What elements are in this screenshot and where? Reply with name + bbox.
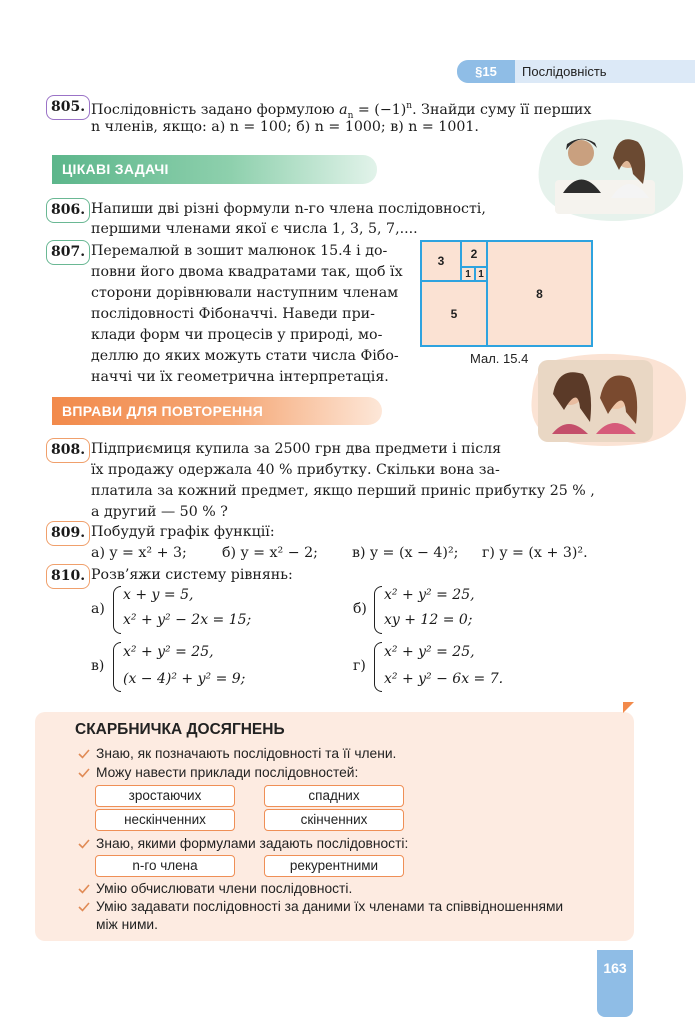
- page-number: 163: [597, 950, 633, 1017]
- problem-number-805: 805.: [46, 95, 90, 120]
- system-v-brace: [113, 642, 121, 692]
- problem-807-line: повни його двома квадратами так, щоб їх: [91, 264, 403, 280]
- banner-review-exercises: ВПРАВИ ДЛЯ ПОВТОРЕННЯ: [52, 397, 382, 425]
- check-icon: [78, 883, 90, 895]
- problem-number-809: 809.: [46, 521, 90, 546]
- problem-805-line1: Послідовність задано формулою $a_n = (-1)^n$. Знайди суму її перших: [91, 101, 592, 121]
- fib-square-1: 1: [460, 266, 476, 282]
- problem-809-item-v: в) y = (x − 4)²;: [352, 545, 459, 561]
- fib-square-5: 5: [420, 280, 488, 347]
- system-a-brace: [113, 586, 121, 634]
- problem-807-line: наччі чи їх геометрична інтерпретація.: [91, 369, 389, 385]
- achievements-corner-mark: [623, 702, 634, 713]
- system-b-eq1: x² + y² = 25,: [384, 587, 475, 603]
- system-b-eq2: xy + 12 = 0;: [384, 612, 473, 628]
- fib-square-1: 1: [474, 266, 488, 282]
- students-photo: [533, 118, 688, 223]
- problem-809-item-g: г) y = (x + 3)².: [482, 545, 588, 561]
- problem-809-item-a: а) y = x² + 3;: [91, 545, 187, 561]
- fib-square-2: 2: [460, 240, 488, 268]
- check-icon: [78, 748, 90, 760]
- system-b-brace: [374, 586, 382, 634]
- tag-decreasing: спадних: [264, 785, 404, 807]
- section-number: §15: [457, 60, 515, 83]
- achievement-item-5-line2: між ними.: [96, 917, 158, 932]
- tag-nth-term: n-го члена: [95, 855, 235, 877]
- problem-807-line: послідовності Фібоначчі. Наведи при-: [91, 306, 375, 322]
- problem-809-title: Побудуй графік функції:: [91, 524, 275, 540]
- tag-infinite: нескінченних: [95, 809, 235, 831]
- problem-806-line1: Напиши дві різні формули n-го члена послідовності,: [91, 201, 486, 217]
- problem-809-item-b: б) y = x² − 2;: [222, 545, 318, 561]
- tag-recurrent: рекурентними: [264, 855, 404, 877]
- problem-808-line: їх продажу одержала 40 % прибутку. Скільки вона за-: [91, 462, 500, 478]
- system-a-label: а): [91, 601, 105, 617]
- problem-806-line2: першими членами якої є числа 1, 3, 5, 7,....: [91, 221, 418, 237]
- problem-810-title: Розв’яжи систему рівнянь:: [91, 567, 293, 583]
- problem-807-line: клади форм чи процесів у природі, мо-: [91, 327, 383, 343]
- achievement-item-1: Знаю, як позначають послідовності та її члени.: [96, 746, 397, 761]
- achievement-item-4: Умію обчислювати члени послідовності.: [96, 881, 353, 896]
- tag-increasing: зростаючих: [95, 785, 235, 807]
- check-icon: [78, 838, 90, 850]
- achievements-title: СКАРБНИЧКА ДОСЯГНЕНЬ: [75, 721, 285, 738]
- check-icon: [78, 901, 90, 913]
- problem-807-line: Перемалюй в зошит малюнок 15.4 і до-: [91, 243, 388, 259]
- problem-number-807: 807.: [46, 240, 90, 265]
- fib-square-8: 8: [486, 240, 593, 347]
- system-v-label: в): [91, 658, 105, 674]
- girls-photo: [528, 352, 690, 447]
- system-a-eq1: x + y = 5,: [123, 587, 194, 603]
- check-icon: [78, 767, 90, 779]
- system-a-eq2: x² + y² − 2x = 15;: [123, 612, 252, 628]
- problem-807-line: сторони дорівнювали наступним членам: [91, 285, 399, 301]
- problem-808-line: платила за кожний предмет, якщо перший приніс прибутку 25 % ,: [91, 483, 595, 499]
- achievement-item-2: Можу навести приклади послідовностей:: [96, 765, 359, 780]
- achievement-item-5-line1: Умію задавати послідовності за даними їх членами та співвідношеннями: [96, 899, 564, 914]
- section-title: Послідовність: [522, 64, 607, 79]
- banner-interesting-problems: ЦІКАВІ ЗАДАЧІ: [52, 155, 377, 184]
- fibonacci-figure: [420, 240, 593, 347]
- system-g-label: г): [353, 658, 366, 674]
- achievement-item-3: Знаю, якими формулами задають послідовності:: [96, 836, 409, 851]
- figure-caption: Мал. 15.4: [470, 351, 529, 366]
- problem-808-line: а другий — 50 % ?: [91, 504, 228, 520]
- system-g-eq1: x² + y² = 25,: [384, 644, 475, 660]
- problem-808-line: Підприємиця купила за 2500 грн два предмети і після: [91, 441, 502, 457]
- system-g-eq2: x² + y² − 6x = 7.: [384, 671, 504, 687]
- system-v-eq1: x² + y² = 25,: [123, 644, 214, 660]
- tag-finite: скінченних: [264, 809, 404, 831]
- fib-square-3: 3: [420, 240, 462, 282]
- problem-number-806: 806.: [46, 198, 90, 223]
- system-b-label: б): [353, 601, 367, 617]
- system-v-eq2: (x − 4)² + y² = 9;: [123, 671, 246, 687]
- problem-number-810: 810.: [46, 564, 90, 589]
- problem-807-line: деллю до яких можуть стати числа Фібо-: [91, 348, 399, 364]
- problem-805-line2: n членів, якщо: а) n = 100; б) n = 1000; в) n = 1001.: [91, 119, 479, 135]
- system-g-brace: [374, 642, 382, 692]
- problem-number-808: 808.: [46, 438, 90, 463]
